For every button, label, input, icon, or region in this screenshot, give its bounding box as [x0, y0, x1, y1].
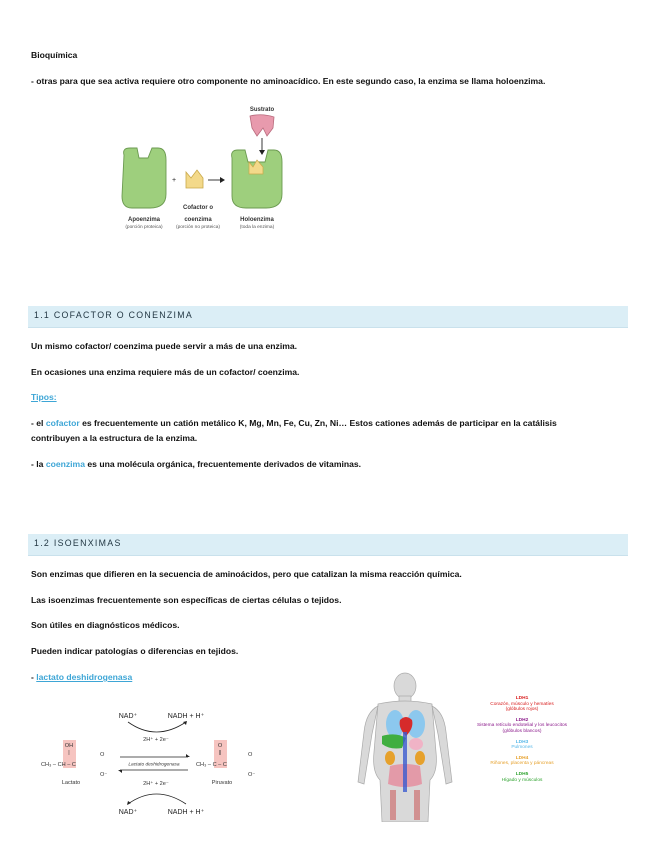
enzyme-diagram — [110, 100, 310, 235]
ldh-name: LDH5 — [515, 771, 529, 777]
cofactor-paragraph-line2: contribuyen a la estructura de la enzima. — [31, 433, 198, 443]
o-minus-left: O⁻ — [100, 772, 108, 778]
ldh-desc: Sistema retículo endotelial y los leucocitos — [476, 723, 568, 729]
hydroxyl: OH — [64, 743, 74, 749]
cofactor-paragraph — [31, 417, 557, 430]
pyruvate-formula: CH₃ – C – C — [196, 762, 227, 768]
stomach-organ — [409, 738, 423, 750]
intro-text: - otras para que sea activa requiere otro componente no aminoacídico. En este segundo caso, la enzima se llama holoenzima. — [31, 76, 546, 86]
section-title: 1.1 COFACTOR O CONENZIMA — [34, 310, 194, 320]
electrons-top: 2H⁺ + 2e⁻ — [143, 737, 169, 743]
section-title: 1.2 ISOENXIMAS — [34, 538, 122, 548]
section-heading-isoenzimas — [28, 534, 628, 556]
ldh-item — [31, 671, 132, 684]
ldh-name: LDH4 — [515, 755, 529, 761]
coenzyme-paragraph — [31, 458, 361, 471]
ldh-desc: (glóbulos blancos) — [502, 728, 542, 734]
ldh-name: LDH3 — [515, 739, 529, 745]
cofactor-term: cofactor — [45, 418, 80, 428]
lactate-reaction-diagram — [38, 708, 268, 820]
subject-header: Bioquímica — [31, 50, 78, 60]
ldh-legend-item — [462, 772, 582, 783]
coenzyme-text: es una molécula orgánica, frecuentemente derivados de vitaminas. — [84, 459, 362, 469]
label-holoenzima: Holoenzima — [240, 217, 274, 223]
ldh-legend — [462, 696, 582, 788]
o-top-right: O — [248, 752, 253, 758]
enzyme-label: Lactato deshidrogenasa — [128, 762, 180, 768]
label-sustrato: Sustrato — [249, 107, 275, 113]
prefix: - el — [31, 418, 46, 428]
prefix: - — [31, 672, 37, 682]
ldh-desc: Corazón, músculo y hematíes — [490, 701, 554, 707]
paragraph: Son enzimas que difieren en la secuencia de aminoácidos, pero que catalizan la misma reacción química. — [31, 569, 462, 579]
label-holoenzima-sub: (toda la enzima) — [239, 225, 275, 230]
paragraph: En ocasiones una enzima requiere más de un cofactor/ coenzima. — [31, 367, 300, 377]
svg-text:||: || — [218, 750, 222, 756]
lactate-formula: CH₃ – CH – C — [41, 762, 76, 768]
ldh-legend-item — [462, 718, 582, 735]
holoenzyme-shape — [232, 150, 282, 208]
ldh-desc: Pulmones — [511, 745, 533, 751]
ldh-desc: Hígado y músculos — [501, 777, 543, 783]
nad-top: NAD⁺ — [118, 713, 138, 720]
label-apoenzima-sub: (porción proteica) — [125, 225, 163, 230]
substrate-shape — [250, 115, 274, 136]
label-apoenzima: Apoenzima — [127, 217, 161, 223]
label-cofactor-2: coenzima — [184, 217, 212, 223]
ldh-desc: Riñones, placenta y páncreas — [490, 761, 554, 767]
o-right: O — [217, 743, 223, 749]
cofactor-text: es frecuentemente un catión metálico K, Mg, Mn, Fe, Cu, Zn, Ni… Estos cationes además de participar en la catálisis — [79, 418, 557, 428]
kidney-organ — [415, 751, 425, 765]
ldh-legend-item — [462, 696, 582, 713]
section-heading-cofactor — [28, 306, 628, 328]
label-lactato: Lactato — [61, 780, 81, 786]
label-cofactor-1: Cofactor o — [183, 205, 213, 211]
tipos-link[interactable]: Tipos: — [31, 392, 57, 402]
ldh-link[interactable]: lactato deshidrogenasa — [36, 672, 133, 682]
coenzyme-term: coenzima — [45, 459, 85, 469]
ldh-name: LDH1 — [515, 696, 529, 701]
paragraph: Un mismo cofactor/ coenzima puede servir a más de una enzima. — [31, 341, 298, 351]
o-minus-right: O⁻ — [248, 772, 256, 778]
ldh-legend-item — [462, 756, 582, 767]
o-top-left: O — [100, 752, 105, 758]
apoenzyme-shape — [122, 148, 166, 208]
plus-sign: + — [171, 177, 177, 184]
prefix: - la — [31, 459, 46, 469]
cofactor-shape — [186, 170, 203, 188]
svg-text:|: | — [68, 750, 70, 756]
paragraph: Son útiles en diagnósticos médicos. — [31, 620, 180, 630]
nadh-top: NADH + H⁺ — [167, 713, 205, 720]
paragraph: Las isoenzimas frecuentemente son específicas de ciertas células o tejidos. — [31, 595, 342, 605]
kidney-organ — [385, 751, 395, 765]
ldh-name: LDH2 — [515, 717, 529, 723]
nadh-bottom: NADH + H⁺ — [167, 809, 205, 816]
body-organs-diagram — [350, 672, 460, 822]
ldh-desc: (glóbulos rojos) — [505, 707, 539, 713]
label-cofactor-sub: (porción no proteica) — [176, 225, 220, 230]
electrons-bottom: 2H⁺ + 2e⁻ — [143, 781, 169, 787]
ldh-legend-item — [462, 740, 582, 751]
label-piruvato: Piruvato — [211, 780, 233, 786]
spine-vessel — [403, 732, 407, 792]
paragraph: Pueden indicar patologías o diferencias en tejidos. — [31, 646, 239, 656]
nad-bottom: NAD⁺ — [118, 809, 138, 816]
